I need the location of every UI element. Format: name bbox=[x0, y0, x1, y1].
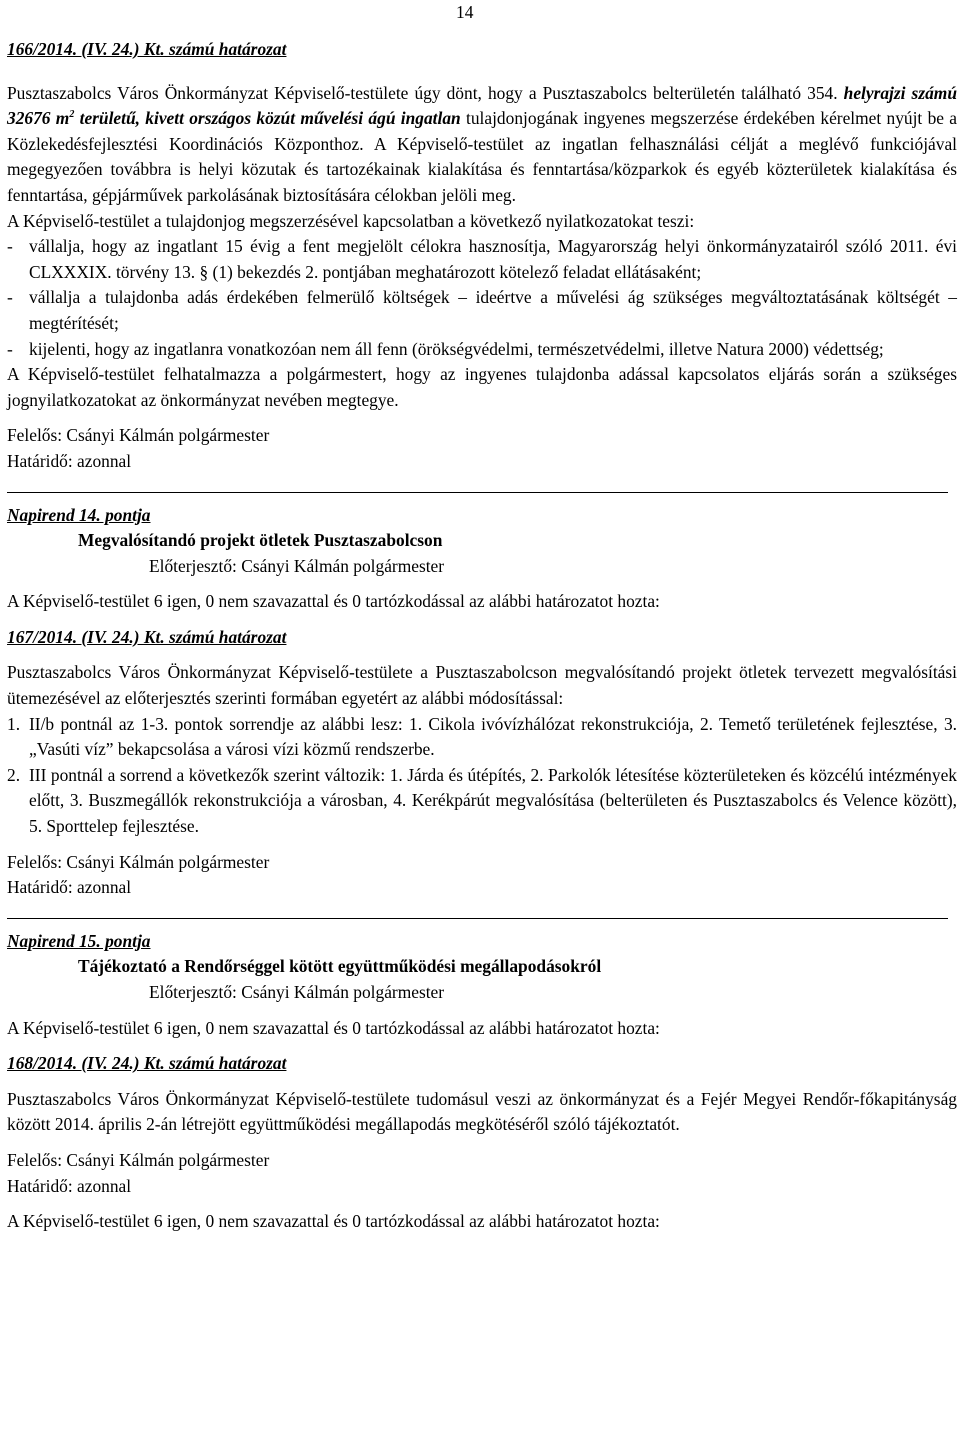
resolution-166-lead: Pusztaszabolcs Város Önkormányzat Képviselő-testülete úgy dönt, hogy a Pusztaszabolcs belterületén található 354. bbox=[7, 82, 838, 103]
deadline-line: Határidő: azonnal bbox=[7, 1175, 132, 1196]
declaration-intro: A Képviselő-testület a tulajdonjog megszerzésével kapcsolatban a következő nyilatkozatokat teszi: bbox=[7, 210, 695, 231]
agenda-title-14: Megvalósítandó projekt ötletek Pusztaszabolcson bbox=[78, 530, 443, 551]
vote-line-14: A Képviselő-testület 6 igen, 0 nem szavazattal és 0 tartózkodással az alábbi határozatot hozta: bbox=[7, 591, 660, 612]
amendment-text: III pontnál a sorrend a következők szerint változik: 1. Járda és útépítés, 2. Parkolók létesítése közterületeken és közcélú intézmények előtt, 3. Buszmegállók rekonstrukciója a városban, 4. Kerékpárút megvalósítása (belterületen és Pusztaszabolcs és Velence között), 5. Sporttelep fejlesztése. bbox=[29, 764, 957, 837]
deadline-line: Határidő: azonnal bbox=[7, 450, 132, 471]
list-marker: - bbox=[7, 236, 13, 257]
list-marker: - bbox=[7, 338, 13, 359]
deadline-line: Határidő: azonnal bbox=[7, 877, 132, 898]
presenter-15: Előterjesztő: Csányi Kálmán polgármester bbox=[149, 982, 445, 1002]
vote-line-15: A Képviselő-testület 6 igen, 0 nem szavazattal és 0 tartózkodással az alábbi határozatot hozta: bbox=[7, 1017, 660, 1038]
declaration-item bbox=[7, 337, 957, 363]
responsible-line: Felelős: Csányi Kálmán polgármester bbox=[7, 851, 270, 872]
agenda-label-14 bbox=[7, 503, 957, 529]
declaration-item bbox=[7, 234, 957, 285]
authorization-paragraph: A Képviselő-testület felhatalmazza a polgármestert, hogy az ingyenes tulajdonba adással kapcsolatos eljárás során a szükséges jognyilatkozatokat az önkormányzat nevében megtegye. bbox=[7, 364, 957, 410]
declaration-text: kijelenti, hogy az ingatlanra vonatkozóan nem áll fenn (örökségvédelmi, természetvédelmi, illetve Natura 2000) védettség; bbox=[29, 338, 884, 359]
list-marker: 2. bbox=[7, 764, 21, 785]
declaration-text: vállalja, hogy az ingatlant 15 évig a fent megjelölt célokra hasznosítja, Magyarország helyi önkormányzatairól szóló 2011. évi CLXXXIX. törvény 13. § (1) bekezdés 2. pontjában meghatározott kötelező feladat ellátásaként; bbox=[29, 236, 957, 282]
resolution-title-167: 167/2014. (IV. 24.) Kt. számú határozat bbox=[7, 626, 287, 647]
document-body bbox=[7, 37, 957, 1235]
amendment-item bbox=[7, 763, 957, 840]
amendment-text: II/b pontnál az 1-3. pontok sorrendje az alábbi lesz: 1. Cikola ivóvízhálózat rekonstrukciója, 2. Temető területének fejlesztése, 3. „Vasúti víz” bekapcsolása a városi vízi közmű rendszerbe. bbox=[29, 713, 957, 760]
agenda-label-number: 14. pontja bbox=[78, 504, 151, 525]
declaration-item bbox=[7, 285, 957, 336]
amendment-item bbox=[7, 712, 957, 763]
divider bbox=[7, 918, 948, 919]
agenda-label-number: 15. pontja bbox=[78, 930, 151, 951]
page-number: 14 bbox=[456, 2, 474, 22]
list-marker: - bbox=[7, 287, 13, 308]
presenter-14: Előterjesztő: Csányi Kálmán polgármester bbox=[149, 555, 445, 576]
emphasis-part-b: területű, kivett országos közút művelési ágú ingatlan bbox=[74, 108, 461, 129]
resolution-168-body: Pusztaszabolcs Város Önkormányzat Képviselő-testülete tudomásul veszi az önkormányzat és a Fejér Megyei Rendőr-főkapitányság között 2014. április 2-án létrejött együttműködési megállapodás megkötéséről szóló tájékoztatót. bbox=[7, 1088, 957, 1135]
resolution-166-body bbox=[7, 81, 957, 209]
agenda-label-word: Napirend bbox=[7, 930, 79, 951]
divider bbox=[7, 492, 948, 493]
list-marker: 1. bbox=[7, 713, 21, 734]
superscript-2: 2 bbox=[69, 109, 75, 121]
agenda-label-word: Napirend bbox=[7, 504, 79, 525]
resolution-166-rest: tulajdonjogának ingyenes megszerzése érdekében kérelmet nyújt be a Közlekedésfejlesztési Koordinációs Központhoz. A Képviselő-testület az ingatlan felhasználási célját a meglévő funkciójával megegyezően továbbra is helyi közutak és tartozékainak kialakítása és fenntartása/közparkok és egyéb közterületek kialakítása és fenntartása, gépjárművek parkolásának biztosítására célokban jelöli meg. bbox=[7, 108, 957, 205]
agenda-title-15: Tájékoztató a Rendőrséggel kötött együttműködési megállapodásokról bbox=[78, 956, 602, 977]
emphasis-part-a: helyrajzi számú 32676 m bbox=[7, 82, 957, 129]
agenda-label-15 bbox=[7, 929, 957, 955]
resolution-title-168: 168/2014. (IV. 24.) Kt. számú határozat bbox=[7, 1053, 287, 1074]
closing-vote-line: A Képviselő-testület 6 igen, 0 nem szavazattal és 0 tartózkodással az alábbi határozatot hozta: bbox=[7, 1211, 660, 1232]
resolution-167-body: Pusztaszabolcs Város Önkormányzat Képviselő-testülete a Pusztaszabolcson megvalósítandó projekt ötletek tervezett megvalósítási ütemezésével az előterjesztés szerinti formában egyetért az alábbi módosítással: bbox=[7, 662, 957, 709]
responsible-line: Felelős: Csányi Kálmán polgármester bbox=[7, 1149, 270, 1170]
declaration-text: vállalja a tulajdonba adás érdekében felmerülő költségek – ideértve a művelési ág szükséges megváltoztatásának költségét – megtérítését; bbox=[29, 287, 957, 333]
responsible-line: Felelős: Csányi Kálmán polgármester bbox=[7, 425, 270, 446]
resolution-title-166: 166/2014. (IV. 24.) Kt. számú határozat bbox=[7, 39, 287, 59]
